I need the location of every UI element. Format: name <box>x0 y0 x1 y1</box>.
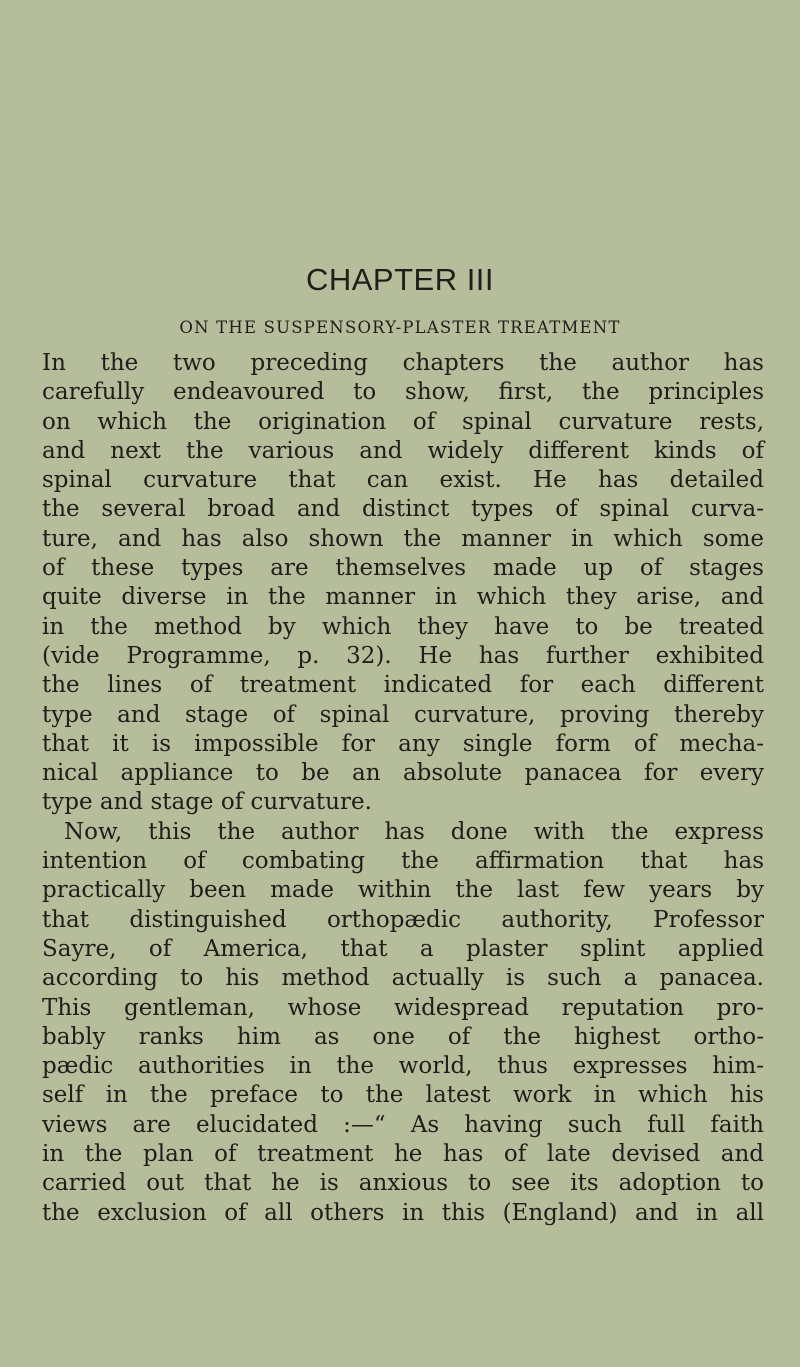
text-line: practically been made within the last few years by <box>42 877 764 904</box>
text-line: that it is impossible for any single form of mecha- <box>42 730 764 757</box>
text-line: of these types are themselves made up of stages <box>42 555 764 582</box>
text-line: the several broad and distinct types of spinal curva- <box>42 496 764 523</box>
text-line: in the plan of treatment he has of late devised and <box>42 1141 764 1168</box>
text-line: intention of combating the affirmation that has <box>42 848 764 875</box>
text-line: (vide Programme, p. 32). He has further exhibited <box>42 642 764 669</box>
text-line: pædic authorities in the world, thus expresses him- <box>42 1053 764 1080</box>
text-line: quite diverse in the manner in which they arise, and <box>42 584 764 611</box>
text-line: In the two preceding chapters the author has <box>42 350 764 376</box>
body-text <box>42 349 764 1228</box>
text-line: nical appliance to be an absolute panacea for every <box>42 760 764 787</box>
chapter-title: CHAPTER III <box>305 262 495 297</box>
text-line: and next the various and widely different kinds of <box>42 437 764 464</box>
text-line: Sayre, of America, that a plaster splint applied <box>42 935 764 962</box>
text-line: type and stage of spinal curvature, proving thereby <box>42 701 764 728</box>
text-line: This gentleman, whose widespread reputation pro- <box>42 994 764 1021</box>
text-line: self in the preface to the latest work in which his <box>42 1082 764 1109</box>
text-line: views are elucidated :—“ As having such full faith <box>42 1111 764 1138</box>
text-line: on which the origination of spinal curvature rests, <box>42 408 764 435</box>
text-line: ture, and has also shown the manner in which some <box>42 525 764 552</box>
chapter-subtitle: ON THE SUSPENSORY-PLASTER TREATMENT <box>179 318 621 337</box>
text-line: carefully endeavoured to show, first, the principles <box>42 379 764 406</box>
text-line: the lines of treatment indicated for each different <box>42 672 764 699</box>
text-line: bably ranks him as one of the highest ortho- <box>42 1023 764 1050</box>
text-line: carried out that he is anxious to see its adoption to <box>42 1170 764 1197</box>
text-line: that distinguished orthopædic authority, Professor <box>42 906 764 933</box>
text-line: according to his method actually is such a panacea. <box>42 965 764 992</box>
text-line: in the method by which they have to be treated <box>42 613 764 640</box>
text-line: Now, this the author has done with the express <box>64 818 764 845</box>
text-line: type and stage of curvature. <box>42 789 372 816</box>
text-line: spinal curvature that can exist. He has detailed <box>42 467 764 494</box>
text-line: the exclusion of all others in this (England) and in all <box>42 1199 764 1226</box>
